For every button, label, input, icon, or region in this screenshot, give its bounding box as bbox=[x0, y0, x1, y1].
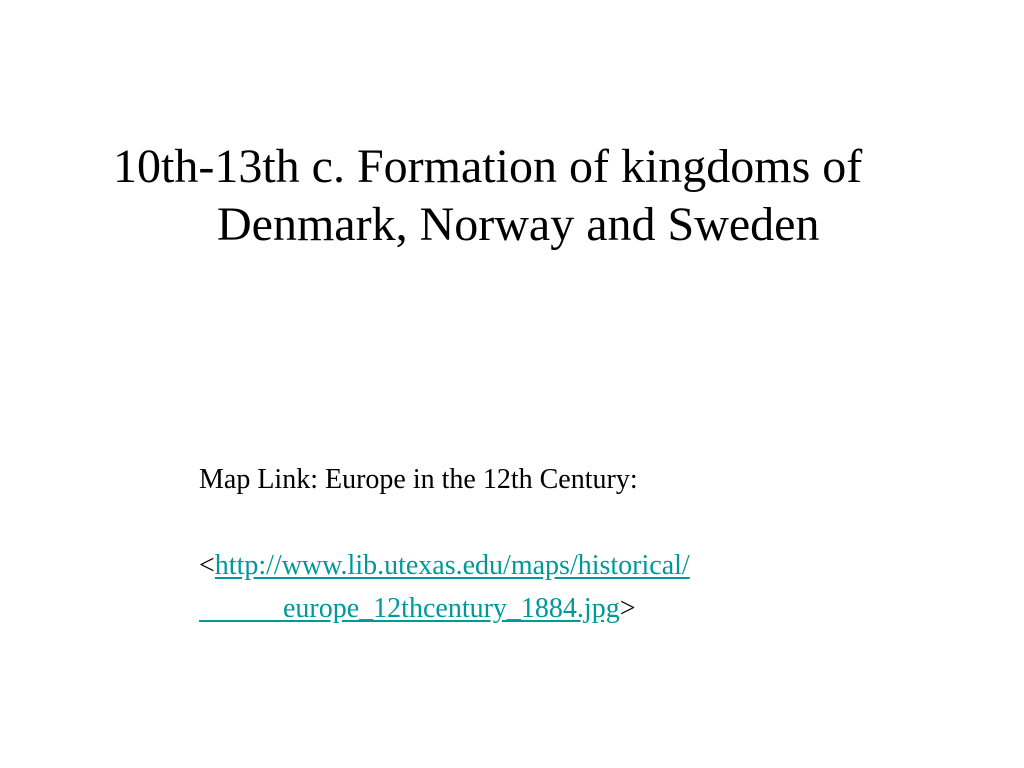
title-line-2: Denmark, Norway and Sweden bbox=[217, 198, 820, 251]
map-url-link-part-1[interactable]: http://www.lib.utexas.edu/maps/historical/ bbox=[214, 550, 690, 581]
slide-title bbox=[113, 138, 933, 254]
map-caption: Map Link: Europe in the 12th Century: bbox=[199, 464, 638, 495]
link-close-bracket: > bbox=[619, 593, 636, 624]
link-open-bracket: < bbox=[199, 550, 215, 581]
map-link-block bbox=[199, 458, 899, 630]
spacer bbox=[199, 501, 899, 544]
map-url-link-part-2[interactable]: europe_12thcentury_1884.jpg bbox=[199, 593, 620, 624]
link-line-2 bbox=[199, 587, 899, 630]
title-line-1: 10th-13th c. Formation of kingdoms of bbox=[113, 140, 863, 193]
link-line-1 bbox=[199, 544, 899, 587]
